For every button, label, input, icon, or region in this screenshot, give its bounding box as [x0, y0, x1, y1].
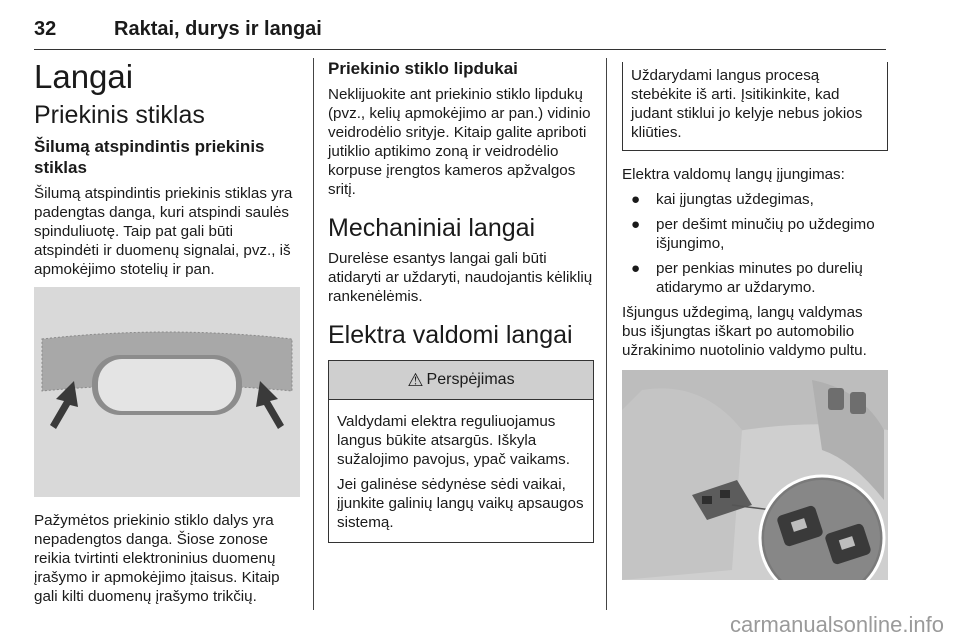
warning-paragraph-1: Valdydami elektra reguliuojamus langus būkite atsargūs. Iškyla sužalojimo pavojus, ypač vaikams. — [337, 413, 570, 468]
warning-title: Perspėjimas — [426, 371, 515, 388]
list-item: ● per penkias minutes po durelių atidarymo ar uždarymo. — [631, 260, 863, 296]
bullet-icon: ● — [631, 191, 641, 208]
column-divider-1 — [313, 58, 314, 610]
paragraph-ignition-off: Išjungus uždegimą, langų valdymas bus išjungtas iškart po automobilio užrakinimo nuotolinio valdymo pultu. — [622, 304, 867, 359]
paragraph-marked-areas: Pažymėtos priekinio stiklo dalys yra nepadengtos danga. Šiose zonose reikia tvirtinti elektroninius duomenų įrašymo ir apmokėjimo įtaisus. Kitaip gali kilti duomenų įrašymo trikčių. — [34, 512, 280, 605]
paragraph-heat-reflecting: Šilumą atspindintis priekinis stiklas yra padengtas danga, kuri atspindi saulės spinduliuotę. Taip pat gali būti atspindėti ir duomenų signalai, pvz., iš apmokėjimo stotelių ir pan. — [34, 185, 293, 278]
heading-windscreen-stickers: Priekinio stiklo lipdukai — [328, 59, 518, 78]
column-divider-2 — [606, 58, 607, 610]
watermark: carmanualsonline.info — [729, 612, 944, 637]
bullet-icon: ● — [631, 216, 641, 233]
column-2 — [328, 58, 594, 543]
windscreen-mirror-illustration — [34, 287, 300, 497]
list-item: ● kai įjungtas uždegimas, — [631, 191, 814, 208]
subsection-heading-windscreen: Priekinis stiklas — [34, 101, 205, 129]
activation-conditions-list — [622, 190, 888, 297]
paragraph-stickers: Neklijuokite ant priekinio stiklo lipdukų (pvz., kelių apmokėjimo ar pan.) vidinio veidrodėlio srityje. Kitaip galite apriboti jutiklio aptikimo zoną ir veidrodėlio korpuse įrengtos kameros apžvalgos sritį. — [328, 86, 591, 198]
paragraph-power-window-activation: Elektra valdomų langų įjungimas: — [622, 166, 845, 183]
door-window-switch-photo — [622, 370, 888, 580]
warning-box — [328, 360, 594, 543]
chapter-title: Raktai, durys ir langai — [114, 18, 322, 40]
list-item: ● per dešimt minučių po uždegimo išjungimo, — [631, 216, 875, 252]
warning-header — [329, 360, 593, 400]
section-heading-langai: Langai — [34, 58, 134, 95]
column-3 — [622, 62, 888, 580]
paragraph-manual-windows: Durelėse esantys langai gali būti atidaryti ar uždaryti, naudojantis kėliklių rankenėlėmis. — [328, 250, 593, 305]
heading-power-windows: Elektra valdomi langai — [328, 321, 573, 349]
warning-body — [329, 400, 593, 542]
warning-triangle-icon: ⚠ — [407, 369, 424, 390]
warning-paragraph-2: Jei galinėse sėdynėse sėdi vaikai, įjunkite galinių langų vaikų apsaugos sistemą. — [337, 476, 584, 531]
heading-manual-windows: Mechaniniai langai — [328, 214, 536, 242]
page-header — [34, 18, 886, 50]
column-1 — [34, 58, 300, 612]
page-number: 32 — [34, 18, 57, 40]
notice-paragraph: Uždarydami langus procesą stebėkite iš arti. Įsitikinkite, kad judant stiklui jo kelyje nebus jokios kliūties. — [631, 67, 863, 141]
warning-box-continued — [622, 62, 888, 151]
bullet-icon: ● — [631, 260, 641, 277]
heading-heat-reflecting: Šilumą atspindintis priekinis stiklas — [34, 137, 265, 177]
